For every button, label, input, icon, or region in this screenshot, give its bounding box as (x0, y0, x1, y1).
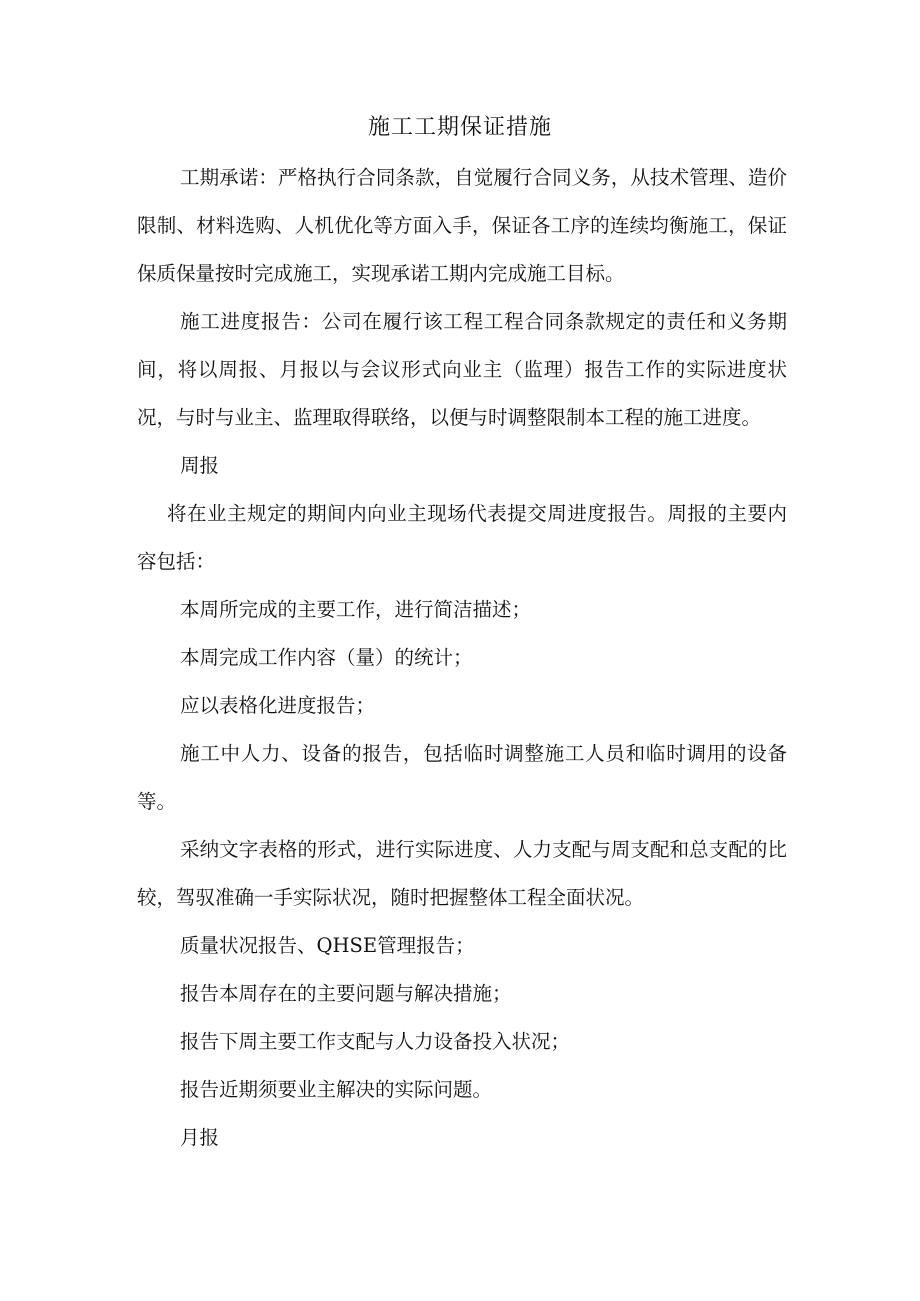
list-item: 质量状况报告、QHSE管理报告； (180, 934, 475, 957)
list-item: 应以表格化进度报告； (180, 694, 376, 717)
list-item: 采纳文字表格的形式，进行实际进度、人力支配与周支配和总支配的比较，驾驭准确一手实际状况，随时把握整体工程全面状况。 (137, 838, 787, 909)
document-title: 施工工期保证措施 (367, 115, 552, 140)
list-item: 施工中人力、设备的报告，包括临时调整施工人员和临时调用的设备等。 (137, 742, 787, 813)
heading-weekly-report: 周报 (180, 454, 220, 477)
list-item: 报告本周存在的主要问题与解决措施； (180, 982, 512, 1005)
list-item: 报告下周主要工作支配与人力设备投入状况； (180, 1030, 571, 1053)
list-item: 本周完成工作内容（量）的统计； (180, 646, 473, 669)
paragraph-progress-report: 施工进度报告：公司在履行该工程工程合同条款规定的责任和义务期间，将以周报、月报以与会议形式向业主（监理）报告工作的实际进度状况，与时与业主、监理取得联络，以便与时调整限制本工程的施工进度。 (137, 310, 787, 429)
heading-monthly-report: 月报 (180, 1126, 220, 1149)
list-item: 报告近期须要业主解决的实际问题。 (180, 1078, 493, 1101)
paragraph-weekly-intro: 将在业主规定的期间内向业主现场代表提交周进度报告。周报的主要内容包括： (137, 502, 787, 573)
list-item: 本周所完成的主要工作，进行简洁描述； (180, 598, 532, 621)
paragraph-schedule-commitment: 工期承诺：严格执行合同条款，自觉履行合同义务，从技术管理、造价限制、材料选购、人机优化等方面入手，保证各工序的连续均衡施工，保证保质保量按时完成施工，实现承诺工期内完成施工目标。 (137, 166, 787, 285)
